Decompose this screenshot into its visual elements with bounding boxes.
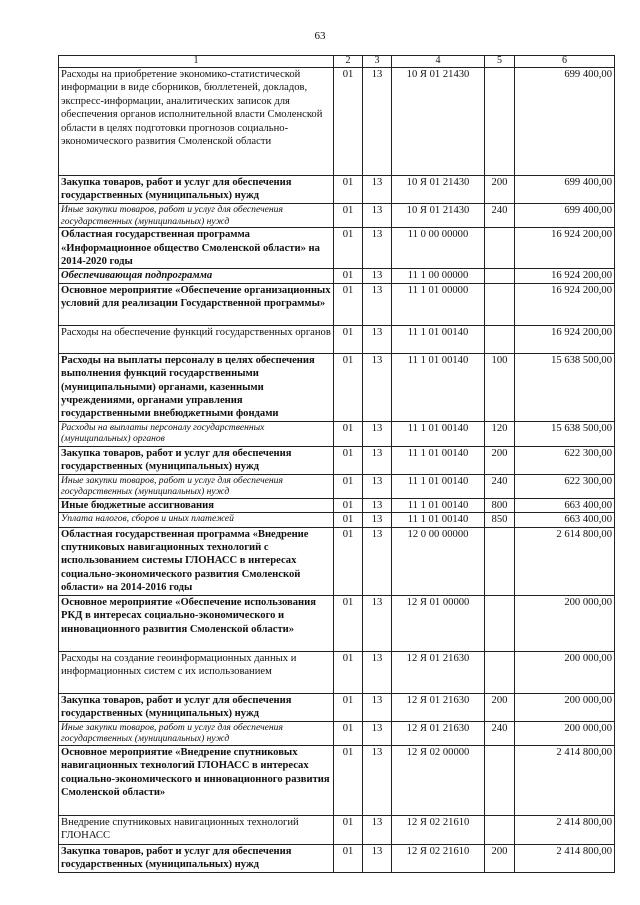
subsection-code-cell: 13 [363,269,392,283]
subsection-code-cell: 13 [363,204,392,228]
row-name-cell: Внедрение спутниковых навигационных технологий ГЛОНАСС [59,815,334,844]
table-row [59,745,615,815]
table-row [59,693,615,721]
amount-cell: 15 638 500,00 [515,421,615,446]
target-article-cell: 12 Я 01 00000 [392,595,485,651]
row-name-cell: Закупка товаров, работ и услуг для обеспечения государственных (муниципальных) нужд [59,844,334,872]
row-name-cell: Иные бюджетные ассигнования [59,498,334,512]
subsection-code-cell: 13 [363,283,392,325]
amount-cell: 15 638 500,00 [515,353,615,421]
subsection-code-cell: 13 [363,513,392,527]
row-name-cell: Основное мероприятие «Внедрение спутниковых навигационных технологий ГЛОНАСС в интересах социально-экономического и инновационного развития Смоленской области» [59,745,334,815]
table-row [59,595,615,651]
target-article-cell: 11 1 01 00140 [392,513,485,527]
table-row [59,353,615,421]
column-header: 4 [392,56,485,68]
subsection-code-cell: 13 [363,815,392,844]
amount-cell: 200 000,00 [515,651,615,693]
section-code-cell: 01 [334,527,363,595]
row-name-cell: Областная государственная программа «Информационное общество Смоленской области» на 2014-2020 годы [59,228,334,269]
column-header: 3 [363,56,392,68]
row-name-cell: Основное мероприятие «Обеспечение организационных условий для реализации Государственной программы» [59,283,334,325]
table-row [59,283,615,325]
target-article-cell: 10 Я 01 21430 [392,204,485,228]
column-header: 5 [485,56,515,68]
target-article-cell: 12 Я 02 21610 [392,844,485,872]
row-name-cell: Закупка товаров, работ и услуг для обеспечения государственных (муниципальных) нужд [59,446,334,474]
section-code-cell: 01 [334,498,363,512]
target-article-cell: 12 Я 01 21630 [392,693,485,721]
section-code-cell: 01 [334,283,363,325]
subsection-code-cell: 13 [363,595,392,651]
subsection-code-cell: 13 [363,721,392,745]
column-header: 6 [515,56,615,68]
subsection-code-cell: 13 [363,651,392,693]
expense-type-cell: 100 [485,353,515,421]
table-row [59,527,615,595]
target-article-cell: 11 1 01 00140 [392,474,485,498]
row-name-cell: Областная государственная программа «Внедрение спутниковых навигационных технологий с использованием системы ГЛОНАСС в интересах социально-экономического развития Смоленской области» на 2014-2016 годы [59,527,334,595]
table-row [59,721,615,745]
section-code-cell: 01 [334,68,363,176]
amount-cell: 622 300,00 [515,474,615,498]
table-row [59,844,615,872]
expense-type-cell [485,527,515,595]
target-article-cell: 11 1 01 00000 [392,283,485,325]
amount-cell: 663 400,00 [515,498,615,512]
expense-type-cell: 200 [485,446,515,474]
subsection-code-cell: 13 [363,498,392,512]
expense-type-cell [485,595,515,651]
expense-type-cell [485,745,515,815]
row-name-cell: Расходы на создание геоинформационных данных и информационных систем с их использованием [59,651,334,693]
section-code-cell: 01 [334,474,363,498]
subsection-code-cell: 13 [363,693,392,721]
table-row [59,204,615,228]
expense-type-cell [485,269,515,283]
expense-type-cell [485,815,515,844]
budget-table [58,55,615,873]
amount-cell: 2 414 800,00 [515,745,615,815]
amount-cell: 16 924 200,00 [515,228,615,269]
amount-cell: 663 400,00 [515,513,615,527]
row-name-cell: Расходы на обеспечение функций государственных органов [59,325,334,353]
section-code-cell: 01 [334,421,363,446]
table-header [59,56,615,68]
page-number: 63 [314,30,326,42]
row-name-cell: Закупка товаров, работ и услуг для обеспечения государственных (муниципальных) нужд [59,176,334,204]
expense-type-cell [485,651,515,693]
expense-type-cell: 120 [485,421,515,446]
amount-cell: 622 300,00 [515,446,615,474]
section-code-cell: 01 [334,446,363,474]
table-row [59,446,615,474]
table-row [59,68,615,176]
amount-cell: 16 924 200,00 [515,283,615,325]
target-article-cell: 11 0 00 00000 [392,228,485,269]
row-name-cell: Обеспечивающая подпрограмма [59,269,334,283]
expense-type-cell: 240 [485,204,515,228]
section-code-cell: 01 [334,815,363,844]
expense-type-cell [485,283,515,325]
expense-type-cell: 800 [485,498,515,512]
section-code-cell: 01 [334,204,363,228]
target-article-cell: 11 1 01 00140 [392,446,485,474]
section-code-cell: 01 [334,651,363,693]
amount-cell: 16 924 200,00 [515,325,615,353]
target-article-cell: 12 Я 02 21610 [392,815,485,844]
subsection-code-cell: 13 [363,325,392,353]
subsection-code-cell: 13 [363,474,392,498]
target-article-cell: 11 1 01 00140 [392,421,485,446]
subsection-code-cell: 13 [363,844,392,872]
table-row [59,269,615,283]
row-name-cell: Иные закупки товаров, работ и услуг для обеспечения государственных (муниципальных) нужд [59,474,334,498]
column-header: 2 [334,56,363,68]
table-row [59,474,615,498]
section-code-cell: 01 [334,325,363,353]
amount-cell: 16 924 200,00 [515,269,615,283]
subsection-code-cell: 13 [363,353,392,421]
expense-type-cell: 200 [485,176,515,204]
section-code-cell: 01 [334,176,363,204]
section-code-cell: 01 [334,745,363,815]
target-article-cell: 12 0 00 00000 [392,527,485,595]
row-name-cell: Закупка товаров, работ и услуг для обеспечения государственных (муниципальных) нужд [59,693,334,721]
amount-cell: 200 000,00 [515,721,615,745]
subsection-code-cell: 13 [363,421,392,446]
target-article-cell: 11 1 01 00140 [392,353,485,421]
table-row [59,513,615,527]
expense-type-cell: 240 [485,721,515,745]
expense-type-cell [485,68,515,176]
amount-cell: 699 400,00 [515,204,615,228]
table-row [59,498,615,512]
row-name-cell: Расходы на приобретение экономико-статистической информации в виде сборников, бюллетеней, докладов, экспресс-информации, аналитических записок для обеспечения органов исполнительной власти Смоленской области в целях подготовки прогнозов социально-экономического развития Смоленской области [59,68,334,176]
subsection-code-cell: 13 [363,228,392,269]
table-row [59,651,615,693]
amount-cell: 2 414 800,00 [515,815,615,844]
section-code-cell: 01 [334,513,363,527]
section-code-cell: 01 [334,228,363,269]
column-header: 1 [59,56,334,68]
section-code-cell: 01 [334,844,363,872]
expense-type-cell: 850 [485,513,515,527]
target-article-cell: 12 Я 01 21630 [392,651,485,693]
expense-type-cell [485,228,515,269]
subsection-code-cell: 13 [363,176,392,204]
subsection-code-cell: 13 [363,68,392,176]
amount-cell: 2 414 800,00 [515,844,615,872]
expense-type-cell: 200 [485,693,515,721]
target-article-cell: 11 1 01 00140 [392,498,485,512]
expense-type-cell: 200 [485,844,515,872]
section-code-cell: 01 [334,693,363,721]
amount-cell: 699 400,00 [515,68,615,176]
amount-cell: 2 614 800,00 [515,527,615,595]
section-code-cell: 01 [334,269,363,283]
row-name-cell: Расходы на выплаты персоналу в целях обеспечения выполнения функций государственными (муниципальными) органами, казенными учреждениями, органами управления государственными внебюджетными фондами [59,353,334,421]
subsection-code-cell: 13 [363,745,392,815]
table-row [59,421,615,446]
expense-type-cell: 240 [485,474,515,498]
table-row [59,815,615,844]
amount-cell: 200 000,00 [515,595,615,651]
section-code-cell: 01 [334,721,363,745]
target-article-cell: 12 Я 01 21630 [392,721,485,745]
row-name-cell: Основное мероприятие «Обеспечение использования РКД в интересах социально-экономического и инновационного развития Смоленской области» [59,595,334,651]
target-article-cell: 12 Я 02 00000 [392,745,485,815]
expense-type-cell [485,325,515,353]
row-name-cell: Иные закупки товаров, работ и услуг для обеспечения государственных (муниципальных) нужд [59,204,334,228]
amount-cell: 699 400,00 [515,176,615,204]
row-name-cell: Уплата налогов, сборов и иных платежей [59,513,334,527]
table-row [59,176,615,204]
row-name-cell: Расходы на выплаты персоналу государственных (муниципальных) органов [59,421,334,446]
table-row [59,325,615,353]
target-article-cell: 11 1 00 00000 [392,269,485,283]
section-code-cell: 01 [334,595,363,651]
target-article-cell: 11 1 01 00140 [392,325,485,353]
subsection-code-cell: 13 [363,446,392,474]
section-code-cell: 01 [334,353,363,421]
target-article-cell: 10 Я 01 21430 [392,68,485,176]
target-article-cell: 10 Я 01 21430 [392,176,485,204]
amount-cell: 200 000,00 [515,693,615,721]
table-row [59,228,615,269]
row-name-cell: Иные закупки товаров, работ и услуг для обеспечения государственных (муниципальных) нужд [59,721,334,745]
subsection-code-cell: 13 [363,527,392,595]
table-body [59,68,615,873]
